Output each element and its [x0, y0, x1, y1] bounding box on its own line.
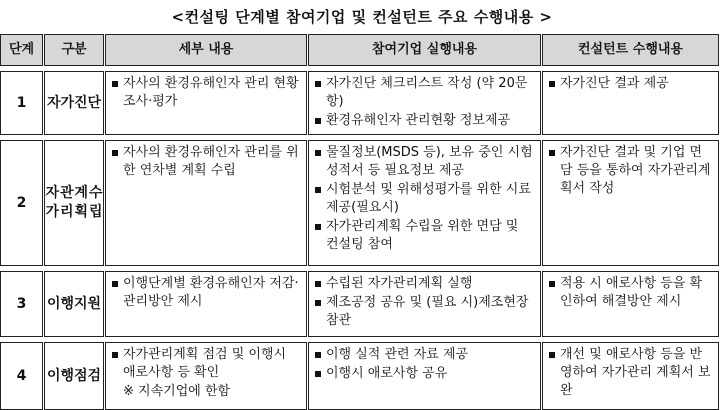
row-4-kind-line: 점검	[74, 367, 102, 384]
row-3-company	[308, 271, 541, 337]
row-2-kind-line: 수립	[88, 185, 103, 220]
page-title: <컨설팅 단계별 참여기업 및 컨설턴트 주요 수행내용 >	[171, 8, 553, 26]
row-4-consultant	[542, 342, 719, 410]
list-item: 자사의 환경유해인자 관리를 위한 연차별 계획 수립	[111, 144, 301, 180]
header-consultant: 컨설턴트 수행내용	[542, 34, 719, 66]
row-1-stage: 1	[0, 71, 43, 135]
list-item: 적용 시 애로사항 등을 확인하여 해결방안 제시	[548, 275, 713, 311]
row-2-consultant	[542, 140, 719, 266]
row-4-detail-note: ※ 지속기업에 한함	[123, 384, 231, 399]
row-1-detail	[105, 71, 307, 135]
list-item: 이행시 애로사항 공유	[314, 365, 535, 383]
list-item: 환경유해인자 관리현황 정보제공	[314, 112, 535, 130]
row-3-kind-line: 지원	[74, 295, 102, 312]
row-3-detail	[105, 271, 307, 337]
row-2-stage: 2	[0, 140, 43, 266]
header-company: 참여기업 실행내용	[308, 34, 541, 66]
consulting-table	[0, 34, 722, 410]
row-3-consultant	[542, 271, 719, 337]
row-2-kind-line: 계획	[74, 185, 89, 220]
row-3-kind-line: 이행	[46, 295, 74, 312]
list-item: 자사의 환경유해인자 관리 현황 조사·평가	[111, 75, 301, 111]
header-detail: 세부 내용	[105, 34, 307, 66]
row-3-kind	[44, 271, 104, 337]
row-4-detail	[105, 342, 307, 410]
row-2-detail	[105, 140, 307, 266]
list-item: 자가관리계획 수립을 위한 면담 및 컨설팅 참여	[314, 218, 535, 254]
list-item: 시험분석 및 위해성평가를 위한 시료 제공(필요시)	[314, 181, 535, 217]
row-4-stage: 4	[0, 342, 43, 410]
row-1-company	[308, 71, 541, 135]
row-2-kind-line: 자가	[45, 185, 60, 220]
row-2-company	[308, 140, 541, 266]
row-1-kind-line: 진단	[74, 94, 102, 111]
row-1-kind-line: 자가	[46, 94, 74, 111]
list-item: 자가진단 결과 및 기업 면담 등을 통하여 자가관리계획서 작성	[548, 144, 713, 198]
list-item: 자가관리계획 점검 및 이행시 애로사항 등 확인	[111, 346, 301, 382]
row-4-kind-line: 이행	[46, 367, 74, 384]
header-kind: 구분	[44, 34, 104, 66]
row-4-company	[308, 342, 541, 410]
list-item: 제조공정 공유 및 (필요 시)제조현장 참관	[314, 294, 535, 330]
list-item: 개선 및 애로사항 등을 반영하여 자가관리 계획서 보완	[548, 346, 713, 400]
list-item: 자가진단 결과 제공	[548, 75, 713, 93]
list-item: 물질정보(MSDS 등), 보유 중인 시험성적서 등 필요정보 제공	[314, 144, 535, 180]
row-3-stage: 3	[0, 271, 43, 337]
row-1-consultant	[542, 71, 719, 135]
list-item: 수립된 자가관리계획 실행	[314, 275, 535, 293]
list-item: 이행 실적 관련 자료 제공	[314, 346, 535, 364]
row-4-kind	[44, 342, 104, 410]
list-item: 자가진단 체크리스트 작성 (약 20문항)	[314, 75, 535, 111]
row-2-kind	[44, 140, 104, 266]
row-2-kind-line: 관리	[59, 185, 74, 220]
row-1-kind	[44, 71, 104, 135]
header-stage: 단계	[0, 34, 43, 66]
list-item: 이행단계별 환경유해인자 저감·관리방안 제시	[111, 275, 301, 311]
